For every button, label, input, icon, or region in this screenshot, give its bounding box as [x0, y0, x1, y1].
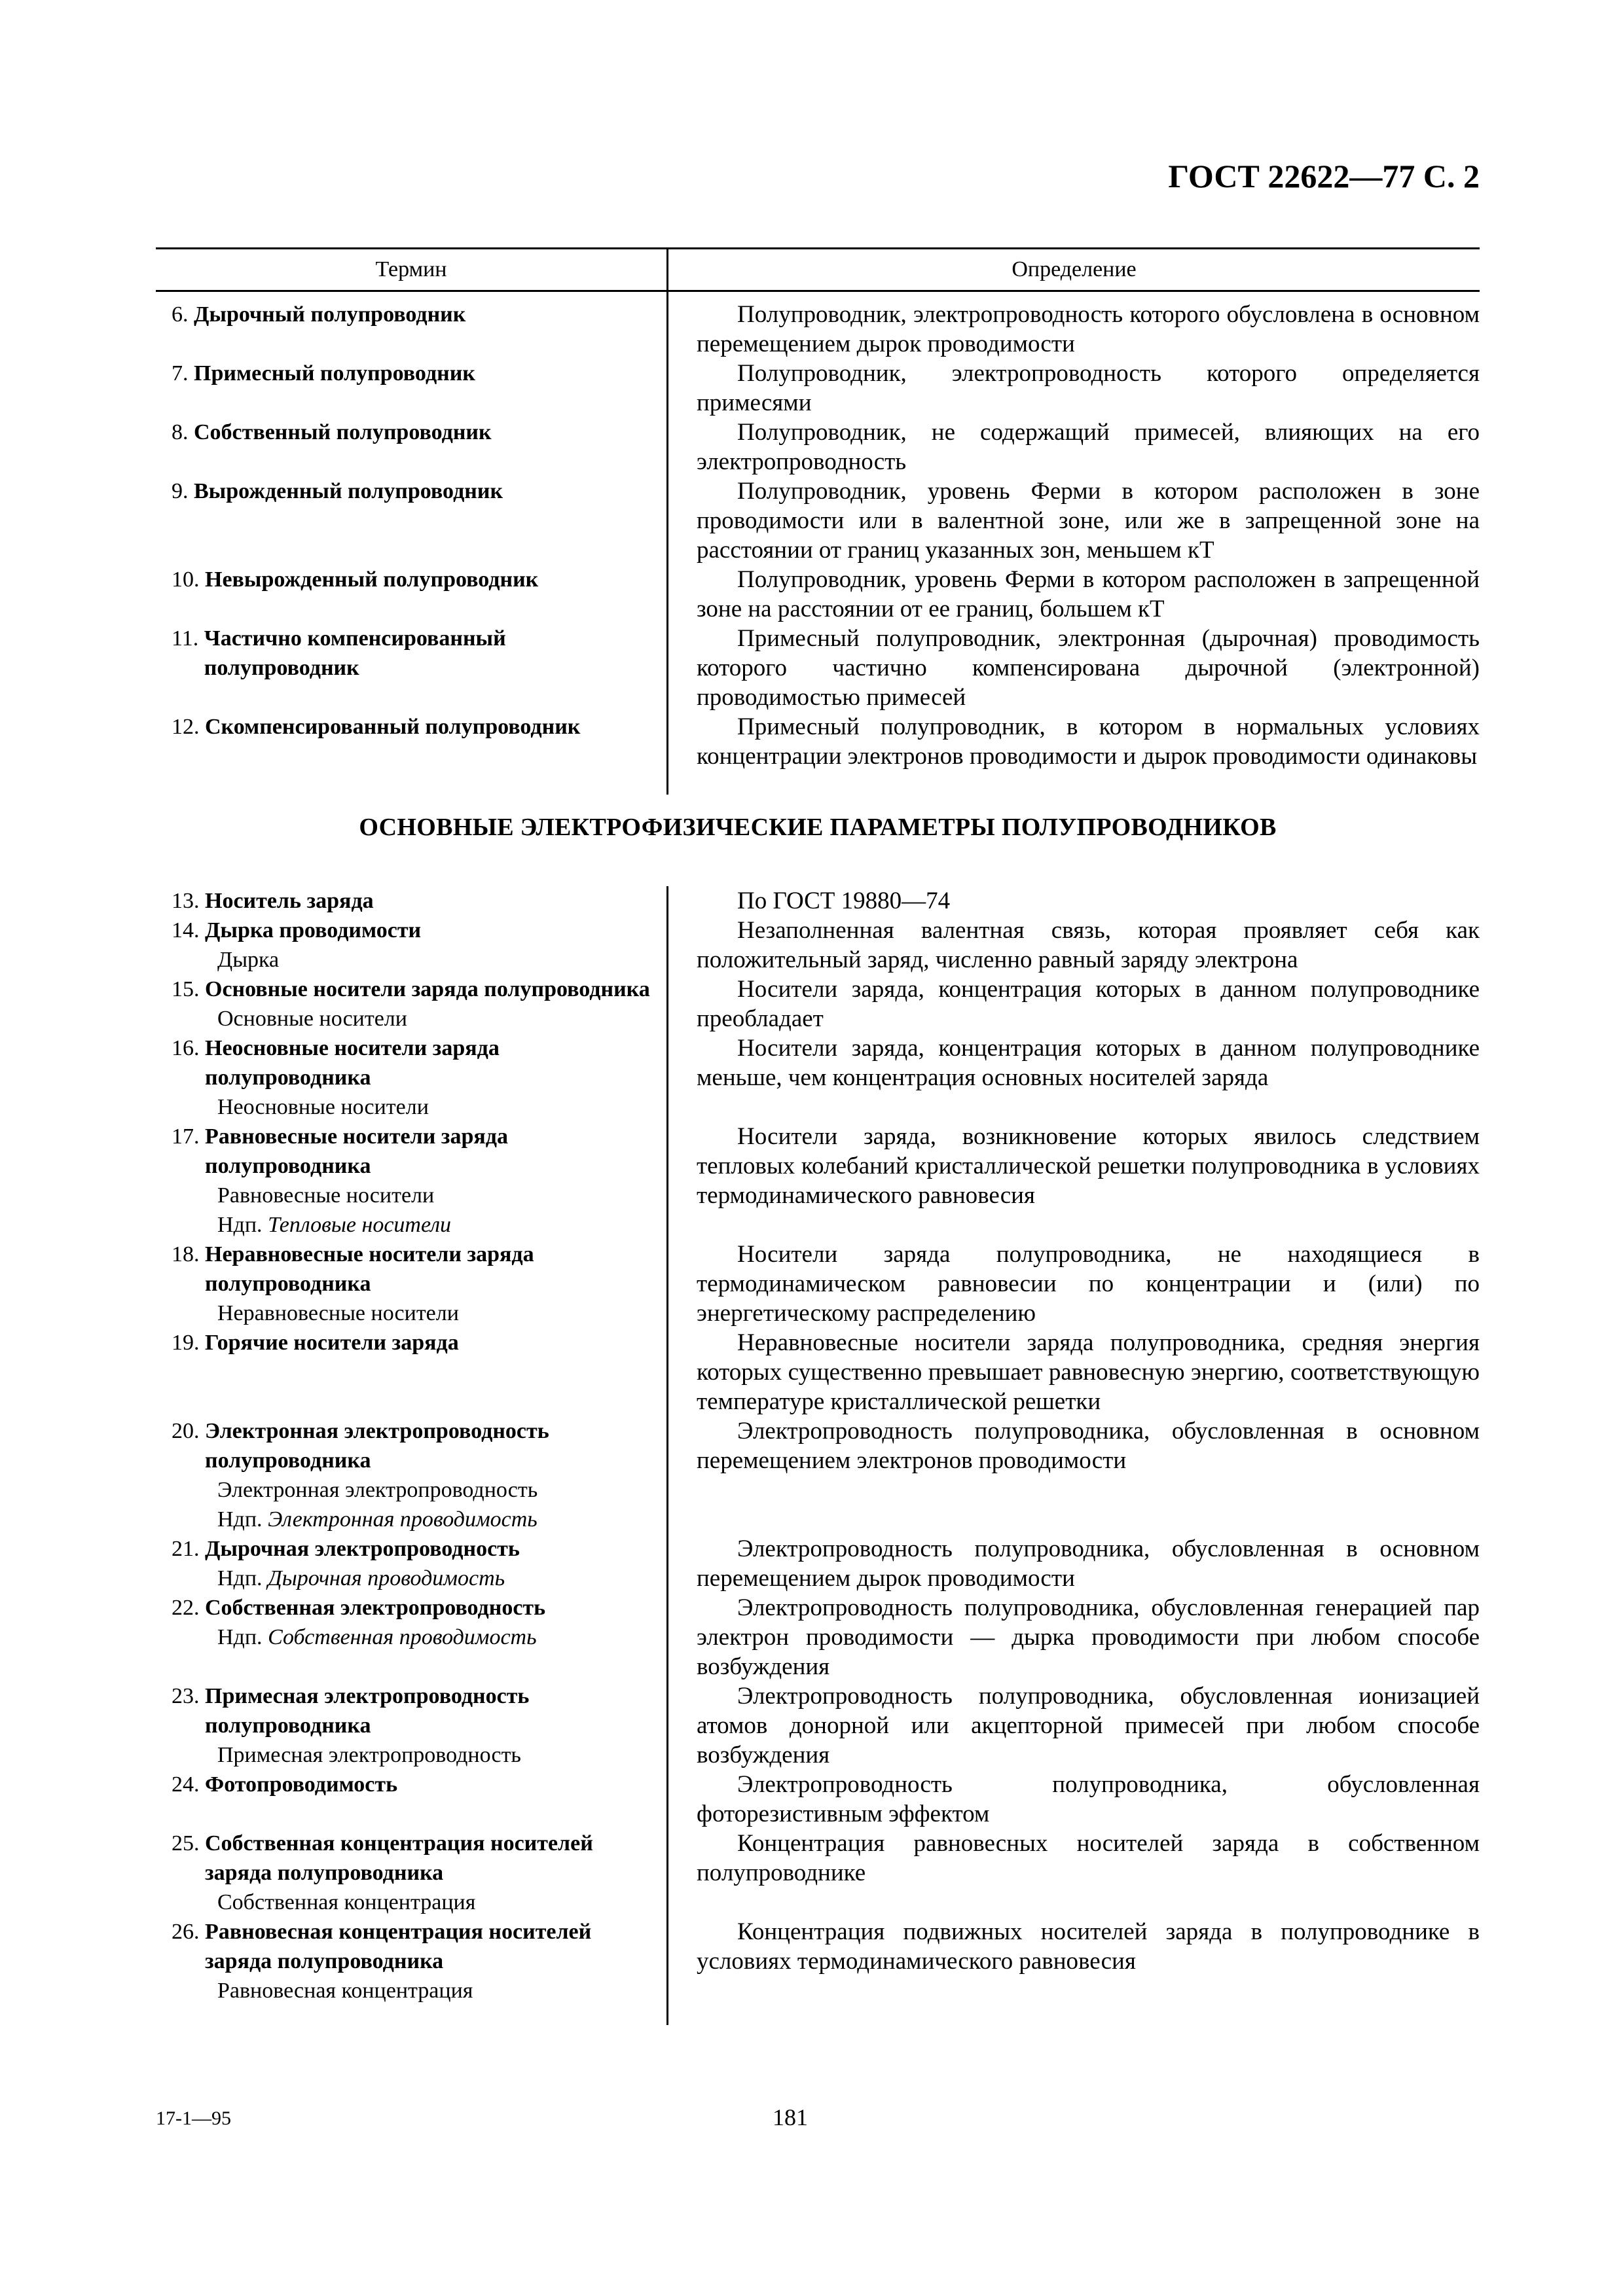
term-synonym — [172, 1004, 653, 1033]
term-synonym — [172, 1505, 653, 1534]
definition-cell — [666, 418, 1480, 476]
definition-text: Полупроводник, электропроводность которого обусловлена в основном перемещением дырок проводимости — [697, 301, 1480, 357]
term-cell — [156, 418, 666, 476]
definition-cell — [666, 300, 1480, 359]
term-synonym — [172, 1299, 653, 1328]
definition-text: Полупроводник, уровень Ферми в котором расположен в зоне проводимости или в валентной зоне, или же в запрещенной зоне на расстоянии от границ указанных зон, меньшем кТ — [697, 478, 1480, 564]
term-number: 18. — [172, 1242, 205, 1266]
definition-cell — [666, 1770, 1480, 1829]
term-synonym — [172, 1623, 653, 1652]
term-number: 26. — [172, 1920, 205, 1944]
definition-cell — [666, 1240, 1480, 1328]
term-name: Собственная концентрация носителей заряда полупроводника — [205, 1831, 593, 1885]
term-heading — [172, 975, 653, 1004]
term-number: 16. — [172, 1036, 205, 1060]
term-number: 12. — [172, 715, 205, 739]
term-heading — [172, 300, 653, 329]
page-header-title: ГОСТ 22622—77 С. 2 — [1168, 158, 1480, 194]
footer-code: 17-1—95 — [156, 2108, 231, 2129]
column-header-term: Термин — [156, 249, 668, 290]
term-heading — [172, 1328, 653, 1357]
definition-text: Полупроводник, уровень Ферми в котором расположен в запрещенной зоне на расстоянии от ее границ, большем кТ — [697, 566, 1480, 622]
synonym-text: Равновесная концентрация — [217, 1979, 473, 2003]
synonym-text: Дырка — [217, 948, 280, 972]
definition-cell — [666, 1534, 1480, 1593]
term-cell — [156, 300, 666, 359]
definition-cell — [666, 1033, 1480, 1122]
term-name: Электронная электропроводность полупроводника — [205, 1419, 549, 1473]
term-name: Фотопроводимость — [205, 1772, 398, 1797]
term-heading — [172, 1917, 653, 1976]
definition-text: По ГОСТ 19880—74 — [737, 888, 951, 914]
table-row — [156, 1328, 1480, 1416]
table-row — [156, 1416, 1480, 1534]
term-synonym — [172, 1210, 653, 1240]
term-number: 17. — [172, 1124, 205, 1149]
definition-cell — [666, 1681, 1480, 1770]
term-name: Примесный полупроводник — [194, 361, 475, 386]
definition-cell — [666, 1328, 1480, 1416]
term-number: 9. — [172, 479, 194, 503]
term-cell — [156, 1917, 666, 2005]
term-number: 19. — [172, 1331, 205, 1355]
column-header-definition: Определение — [1012, 257, 1137, 281]
definition-text: Полупроводник, не содержащий примесей, влияющих на его электропроводность — [697, 419, 1480, 475]
term-heading — [172, 1416, 653, 1475]
definition-cell — [666, 1593, 1480, 1681]
definition-text: Электропроводность полупроводника, обусловленная генерацией пар электрон проводимости — дырка проводимости при любом способе возбуждения — [697, 1594, 1480, 1680]
term-synonym — [172, 1092, 653, 1122]
table-row — [156, 916, 1480, 975]
term-name: Собственная электропроводность — [205, 1596, 546, 1620]
term-cell — [156, 1416, 666, 1534]
term-heading — [172, 886, 653, 916]
table-row — [156, 476, 1480, 565]
term-name: Горячие носители заряда — [205, 1331, 459, 1355]
term-cell — [156, 1534, 666, 1593]
term-name: Дырка проводимости — [205, 918, 422, 942]
synonym-text: Неравновесные носители — [217, 1301, 459, 1325]
term-name: Равновесные носители заряда полупроводника — [205, 1124, 508, 1178]
term-name: Неосновные носители заряда полупроводника — [205, 1036, 500, 1090]
term-cell — [156, 916, 666, 975]
term-cell — [156, 1829, 666, 1917]
synonym-text: Равновесные носители — [217, 1183, 435, 1208]
table-row — [156, 359, 1480, 418]
term-heading — [172, 418, 653, 447]
synonym-text: Примесная электропроводность — [217, 1743, 521, 1767]
term-number: 15. — [172, 977, 205, 1001]
term-number: 10. — [172, 567, 205, 592]
definition-cell — [666, 359, 1480, 418]
table-row — [156, 300, 1480, 359]
definition-cell — [666, 712, 1480, 771]
table-row — [156, 1033, 1480, 1122]
table-row — [156, 1681, 1480, 1770]
term-heading — [172, 1122, 653, 1181]
synonym-label: Ндп. — [217, 1566, 268, 1590]
definition-cell — [666, 1416, 1480, 1534]
term-heading — [172, 1593, 653, 1623]
term-number: 24. — [172, 1772, 205, 1797]
table-body-second — [156, 886, 1480, 2025]
page-number: 181 — [773, 2104, 808, 2130]
definition-cell — [666, 624, 1480, 712]
definition-text: Незаполненная валентная связь, которая проявляет себя как положительный заряд, численно равный заряду электрона — [697, 917, 1480, 973]
term-name: Частично компенсированный полупроводник — [204, 626, 506, 680]
term-number: 23. — [172, 1684, 205, 1708]
term-name: Собственный полупроводник — [194, 420, 492, 444]
section-title: ОСНОВНЫЕ ЭЛЕКТРОФИЗИЧЕСКИЕ ПАРАМЕТРЫ ПОЛУПРОВОДНИКОВ — [359, 814, 1277, 841]
table-row — [156, 712, 1480, 771]
term-name: Неравновесные носители заряда полупроводника — [205, 1242, 534, 1296]
term-heading — [172, 565, 653, 594]
definition-text: Концентрация равновесных носителей заряда в собственном полупроводнике — [697, 1830, 1480, 1886]
definition-text: Электропроводность полупроводника, обусловленная фоторезистивным эффектом — [697, 1771, 1480, 1827]
synonym-text: Неосновные носители — [217, 1095, 429, 1119]
definition-text: Неравновесные носители заряда полупроводника, средняя энергия которых существенно превышает равновесную энергию, соответствующую температуре кристаллической решетки — [697, 1329, 1480, 1415]
definition-text: Носители заряда полупроводника, не находящиеся в термодинамическом равновесии по концентрации и (или) по энергетическому распределению — [697, 1241, 1480, 1327]
definition-text: Концентрация подвижных носителей заряда в полупроводнике в условиях термодинамического равновесия — [697, 1918, 1480, 1975]
synonym-text: Дырочная проводимость — [268, 1566, 505, 1590]
term-synonym — [172, 1181, 653, 1210]
synonym-label: Ндп. — [217, 1625, 268, 1649]
term-synonym — [172, 1740, 653, 1770]
term-name: Равновесная концентрация носителей заряда полупроводника — [205, 1920, 592, 1973]
term-heading — [172, 1240, 653, 1299]
table-row — [156, 418, 1480, 476]
terms-table — [156, 247, 1480, 2025]
term-number: 7. — [172, 361, 194, 386]
term-number: 8. — [172, 420, 194, 444]
table-row — [156, 1917, 1480, 2005]
term-synonym — [172, 1976, 653, 2005]
table-row — [156, 1122, 1480, 1240]
table-row — [156, 975, 1480, 1033]
synonym-text: Электронная электропроводность — [217, 1478, 538, 1502]
term-number: 14. — [172, 918, 205, 942]
definition-cell — [666, 975, 1480, 1033]
definition-text: Электропроводность полупроводника, обусловленная ионизацией атомов донорной или акцепторной примесей при любом способе возбуждения — [697, 1683, 1480, 1768]
term-cell — [156, 565, 666, 624]
table-body-first — [156, 292, 1480, 795]
definition-cell — [666, 1829, 1480, 1917]
term-heading — [172, 359, 653, 388]
definition-text: Примесный полупроводник, в котором в нормальных условиях концентрации электронов проводимости и дырок проводимости одинаковы — [697, 713, 1480, 770]
term-cell — [156, 712, 666, 771]
definition-cell — [666, 916, 1480, 975]
term-heading — [172, 1534, 653, 1564]
term-heading — [172, 712, 653, 742]
definition-text: Примесный полупроводник, электронная (дырочная) проводимость которого частично компенсирована дырочной (электронной) проводимостью примесей — [697, 625, 1480, 711]
term-cell — [156, 624, 666, 712]
term-cell — [156, 1240, 666, 1328]
term-name: Основные носители заряда полупроводника — [205, 977, 650, 1001]
term-cell — [156, 975, 666, 1033]
term-heading — [172, 1681, 653, 1740]
term-cell — [156, 476, 666, 565]
synonym-text: Электронная проводимость — [268, 1507, 538, 1532]
term-number: 21. — [172, 1537, 205, 1561]
term-heading — [172, 1033, 653, 1092]
synonym-text: Собственная проводимость — [268, 1625, 537, 1649]
synonym-text: Основные носители — [217, 1007, 407, 1031]
definition-cell — [666, 886, 1480, 916]
term-name: Скомпенсированный полупроводник — [205, 715, 581, 739]
term-number: 20. — [172, 1419, 205, 1443]
term-heading — [172, 916, 653, 945]
term-cell — [156, 359, 666, 418]
definition-text: Носители заряда, концентрация которых в данном полупроводнике меньше, чем концентрация основных носителей заряда — [697, 1035, 1480, 1091]
definition-text: Электропроводность полупроводника, обусловленная в основном перемещением дырок проводимости — [697, 1535, 1480, 1592]
term-heading — [172, 476, 653, 506]
term-synonym — [172, 1475, 653, 1505]
definition-cell — [666, 565, 1480, 624]
term-name: Дырочная электропроводность — [205, 1537, 520, 1561]
table-row — [156, 624, 1480, 712]
definition-cell — [666, 1122, 1480, 1240]
term-synonym — [172, 1564, 653, 1593]
term-synonym — [172, 945, 653, 975]
term-number: 11. — [172, 626, 204, 651]
term-number: 13. — [172, 889, 205, 913]
definition-text: Носители заряда, концентрация которых в данном полупроводнике преобладает — [697, 976, 1480, 1032]
term-synonym — [172, 1888, 653, 1917]
synonym-label: Ндп. — [217, 1213, 268, 1237]
definition-text: Носители заряда, возникновение которых явилось следствием тепловых колебаний кристаллической решетки полупроводника в условиях термодинамического равновесия — [697, 1123, 1480, 1209]
term-number: 6. — [172, 302, 194, 327]
definition-text: Электропроводность полупроводника, обусловленная в основном перемещением электронов проводимости — [697, 1418, 1480, 1474]
term-heading — [172, 624, 653, 683]
definition-cell — [666, 476, 1480, 565]
term-cell — [156, 1593, 666, 1681]
table-row — [156, 1593, 1480, 1681]
term-heading — [172, 1829, 653, 1888]
term-cell — [156, 886, 666, 916]
term-name: Вырожденный полупроводник — [194, 479, 503, 503]
table-row — [156, 565, 1480, 624]
term-cell — [156, 1328, 666, 1416]
table-row — [156, 1770, 1480, 1829]
term-name: Невырожденный полупроводник — [205, 567, 539, 592]
definition-cell — [666, 1917, 1480, 2005]
term-name: Примесная электропроводность полупроводника — [205, 1684, 530, 1738]
table-row — [156, 1240, 1480, 1328]
table-row — [156, 1829, 1480, 1917]
table-header — [156, 247, 1480, 292]
definition-text: Полупроводник, электропроводность которого определяется примесями — [697, 360, 1480, 416]
term-cell — [156, 1033, 666, 1122]
synonym-label: Ндп. — [217, 1507, 268, 1532]
synonym-text: Собственная концентрация — [217, 1890, 476, 1914]
term-cell — [156, 1681, 666, 1770]
term-heading — [172, 1770, 653, 1799]
term-name: Носитель заряда — [205, 889, 374, 913]
term-cell — [156, 1770, 666, 1829]
term-cell — [156, 1122, 666, 1240]
synonym-text: Тепловые носители — [268, 1213, 452, 1237]
term-name: Дырочный полупроводник — [194, 302, 466, 327]
term-number: 25. — [172, 1831, 205, 1856]
term-number: 22. — [172, 1596, 205, 1620]
table-row — [156, 1534, 1480, 1593]
table-row — [156, 886, 1480, 916]
